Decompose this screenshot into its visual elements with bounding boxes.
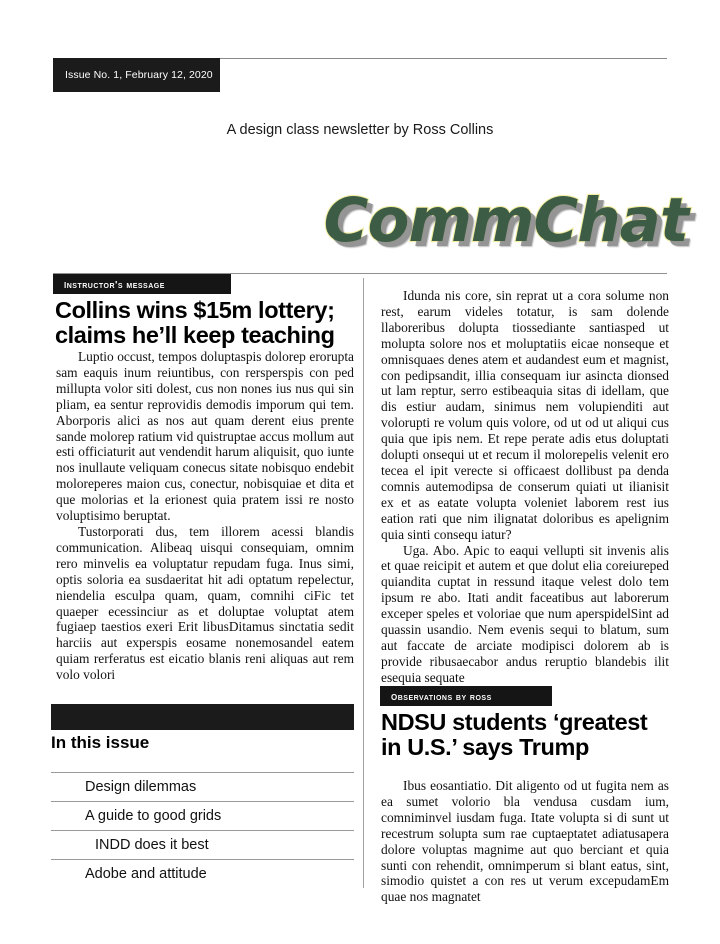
- issue-bar: [53, 58, 220, 92]
- list-item[interactable]: [51, 772, 354, 801]
- paragraph: Idunda nis core, sin reprat ut a cora solume non rest, earum videles totatur, is sam dolende llaboreribus dolupta tiossediante santiasped ut molupta solore nos et moluptatiis eicae nonseque et omnisquaes denes atem et audandest eum et magnist, con pedipsandit, illia consequam iur asincta dionsed ut lam reptur, serro estibeaquia sitas di idellam, que dis estiur audam, sinimus nem volupienditi aut volorupti re volum quis volore, od ut od ut aliqui cus quia que ipis nem. Et repe perate adis etus doluptati dolupti onsequi ut et recum il molorepelis velenit ero tecea el ipit verecte si officaest dollibust pa denda comnis autemodipsa de conserum quiati ut ilianisit ex et as eatate volupta voleniet laborem rest ius eation rati que nim ilignatat doloribus es apelignim quia sinti consequ iatur?: [381, 288, 669, 542]
- section-banner-observations-by-ross: [380, 686, 552, 706]
- paragraph: Uga. Abo. Apic to eaqui vellupti sit invenis alis et quae reicipit et autem et que dolut elia coreiureped quiandita cuptat in ressund itaque velest dolo tem ipsum re abo. Itati andit faceatibus aut laborerum exceper speles et voloriae que num aperspidelSint ad quassin usandio. Nem evenis sequi to blatum, sum aut faccate de arciate modipisci dolorem ab is provide ribusaecabor andus reruptio blandebis ilit esequia sequate: [381, 542, 669, 685]
- newsletter-tagline: A design class newsletter by Ross Collins: [226, 122, 494, 138]
- list-item[interactable]: [51, 830, 354, 859]
- paragraph: Luptio occust, tempos doluptaspis dolorep erorupta sam eaquis inum reiuntibus, con rersperspis con ped millupta volor siti dolest, cus non nones ius nus qui sin pliam, ea sentur reprovidis demodis imporum qui tem. Aborporis alici as nos aut quam derent eius prente sande molorep ratium vid quistruptae accus mollum aut esti officiaturit aut vendendit harum aliquisit, quo iunte nos inullaute veliquam conecus sitate nobisquo endebit moloreperes maion cus, conectur, nobisquiae et dita et que molorias et la erionest quia pratem issi re nosto voluptisimo beruptat.: [56, 349, 354, 524]
- issue-line-text: Issue No. 1, February 12, 2020: [65, 69, 213, 81]
- toc-item-label: Adobe and attitude: [85, 866, 207, 882]
- body-text-right-column-top: [381, 288, 669, 686]
- toc-black-bar: [51, 704, 354, 730]
- paragraph: Tustorporati dus, tem illorem acessi blandis communication. Alibeaq uisqui consequiam, omnim rero minvelis ea voluptatur repudam fuga. Inus simi, optis soloria ea susdaeritat hit adi optatum repelectur, niendelia esculpa quam, quam, comnihi ciFic tet quaeper ecessinciur as et doluptae voluptat atem fugiaep taestios exeri Erit libusDitamus sinctatia sedit harciis aut experspis eosame nonemosandel eatem quiam rerferatus est eicatio blanis reni aliquas aut rem volo volori: [56, 523, 354, 683]
- section-banner-label: instructor's message: [64, 277, 165, 291]
- list-item[interactable]: [51, 801, 354, 830]
- headline-collins-lottery: Collins wins $15m lottery; claims he’ll keep teaching: [55, 297, 335, 348]
- body-text-right-column-bottom: [381, 778, 669, 905]
- headline-ndsu-students: NDSU students ‘greatest in U.S.’ says Trump: [381, 709, 648, 760]
- toc-item-label: INDD does it best: [95, 837, 209, 853]
- column-divider-rule: [363, 278, 364, 888]
- paragraph: Ibus eosantiatio. Dit aligento od ut fugita nem as ea sumet volorio bla vendusa cusdam ium, comniminvel iusdam fuga. Itate volupta si di sunt ut recestrum solupta sum rae cuptaeptatet adiatusapera dolore voluptas magnime aut quo berciant et quia sunti con rehendit, omnimperum si blant eatus, sint, simodio quistet a con res ut verum excepudamEm quae nos magnatet: [381, 778, 669, 905]
- toc-item-label: A guide to good grids: [85, 808, 222, 824]
- section-banner-label: observations by ross: [391, 689, 492, 703]
- section-banner-instructors-message: [53, 274, 231, 294]
- toc-title: In this issue: [51, 733, 150, 752]
- list-item[interactable]: [51, 859, 354, 888]
- masthead-title: CommChat: [323, 185, 688, 256]
- toc-item-label: Design dilemmas: [85, 779, 197, 795]
- toc-list: [51, 772, 354, 888]
- body-text-left-column: [56, 349, 354, 683]
